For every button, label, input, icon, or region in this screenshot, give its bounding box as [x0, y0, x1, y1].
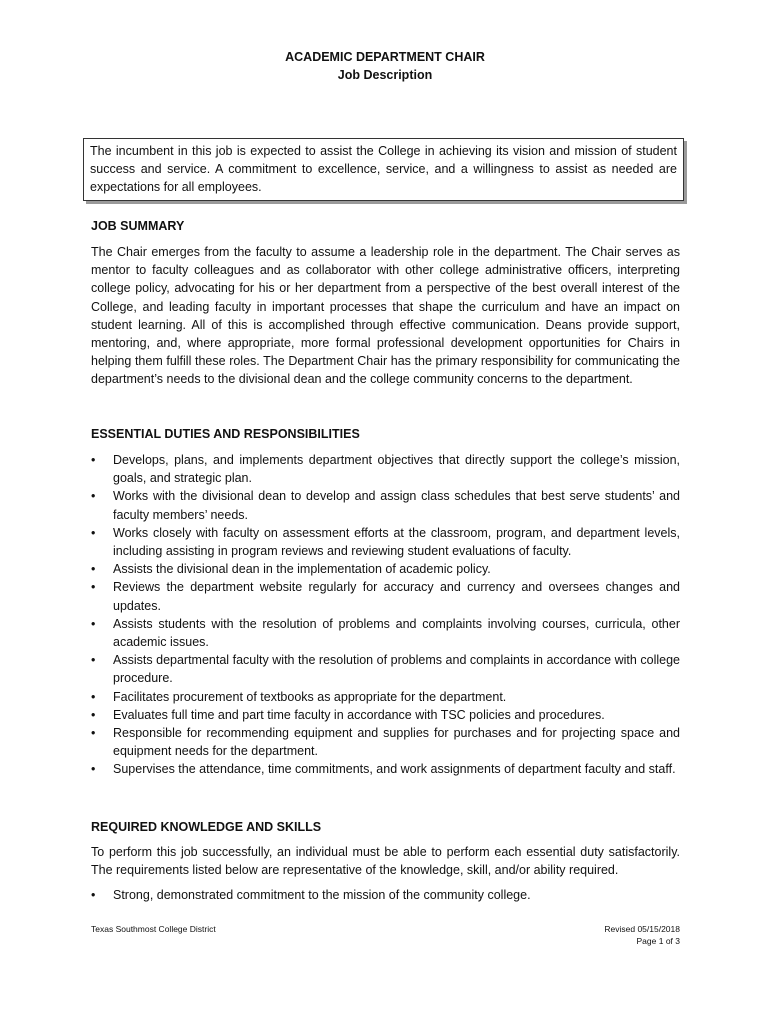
list-item: • Works closely with faculty on assessment efforts at the classroom, program, and department levels, including assisting in program reviews and reviewing student evaluations of faculty. [91, 524, 680, 560]
list-item: • Assists departmental faculty with the resolution of problems and complaints in accordance with college procedure. [91, 651, 680, 687]
list-item: • Works with the divisional dean to develop and assign class schedules that best serve students’ and faculty members’ needs. [91, 487, 680, 523]
footer-page-number: Page 1 of 3 [636, 936, 680, 946]
duties-heading: ESSENTIAL DUTIES AND RESPONSIBILITIES [91, 427, 360, 441]
list-item: • Reviews the department website regularly for accuracy and currency and oversees changes and updates. [91, 578, 680, 614]
skills-list [91, 886, 680, 904]
duties-list [91, 451, 680, 779]
list-item: • Strong, demonstrated commitment to the mission of the community college. [91, 886, 680, 904]
footer-meta [604, 923, 680, 947]
list-item: • Facilitates procurement of textbooks as appropriate for the department. [91, 688, 680, 706]
job-summary-text: The Chair emerges from the faculty to assume a leadership role in the department. The Chair serves as mentor to faculty colleagues and as collaborator with other college administrative officers, interpreting college policy, advocating for his or her department from a perspective of the best overall interest of the College, and leading faculty in important processes that shape the curriculum and have an impact on student learning. All of this is accomplished through effective communication. Deans provide support, mentoring, and, where appropriate, more formal professional development opportunities for Chairs in helping them fulfill these roles. The Department Chair has the primary responsibility for communicating the department’s needs to the divisional dean and the college community concerns to the department. [91, 245, 680, 387]
job-summary-heading: JOB SUMMARY [91, 219, 185, 233]
document-subtitle: Job Description [337, 68, 433, 82]
footer-organization: Texas Southmost College District [91, 924, 216, 934]
intro-box: The incumbent in this job is expected to assist the College in achieving its vision and mission of student success and service. A commitment to excellence, service, and a willingness to assist as needed are expectations for all employees. [83, 138, 684, 201]
document-title-block [0, 48, 770, 84]
list-item: • Evaluates full time and part time faculty in accordance with TSC policies and procedures. [91, 706, 680, 724]
list-item: • Responsible for recommending equipment and supplies for purchases and for projecting space and equipment needs for the department. [91, 724, 680, 760]
knowledge-heading: REQUIRED KNOWLEDGE AND SKILLS [91, 820, 322, 834]
list-item: • Assists students with the resolution of problems and complaints involving courses, curricula, other academic issues. [91, 615, 680, 651]
document-title: ACADEMIC DEPARTMENT CHAIR [285, 50, 485, 64]
knowledge-text: To perform this job successfully, an individual must be able to perform each essential duty satisfactorily. The requirements listed below are representative of the knowledge, skill, and/or ability required. [91, 845, 680, 878]
list-item: • Develops, plans, and implements department objectives that directly support the college’s mission, goals, and strategic plan. [91, 451, 680, 487]
footer-revised-date: Revised 05/15/2018 [604, 924, 680, 934]
list-item: • Supervises the attendance, time commitments, and work assignments of department faculty and staff. [91, 760, 680, 778]
list-item: • Assists the divisional dean in the implementation of academic policy. [91, 560, 680, 578]
